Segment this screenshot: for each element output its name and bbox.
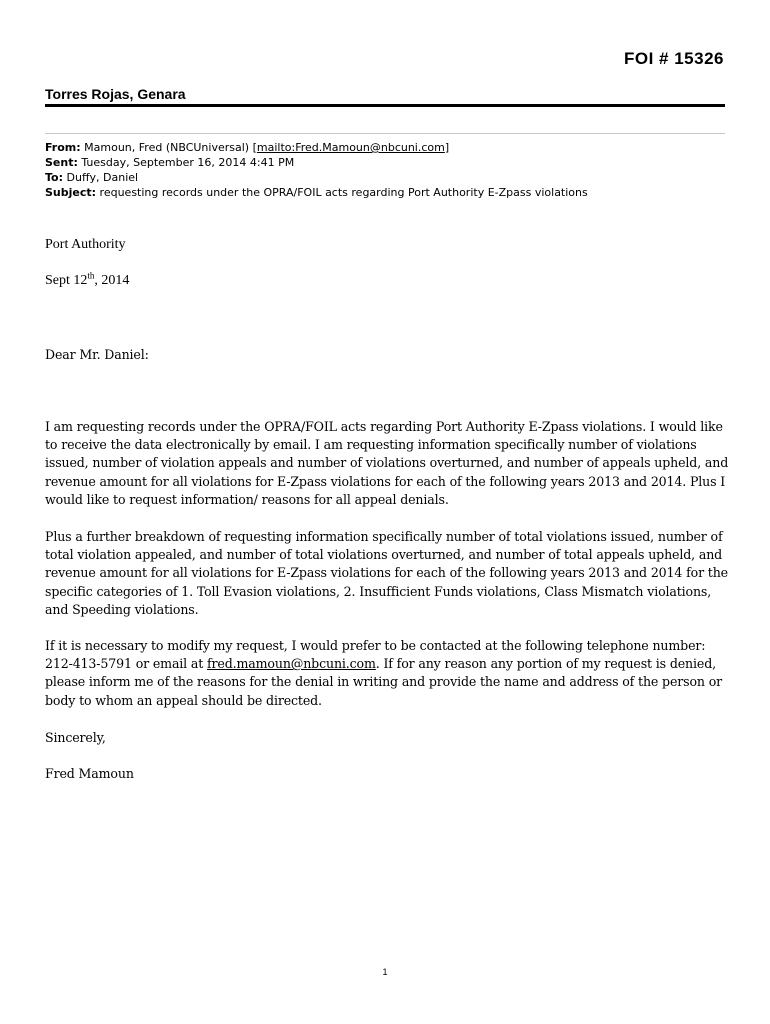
to-row (45, 170, 735, 185)
signature: Fred Mamoun (45, 766, 134, 781)
from-row (45, 140, 735, 155)
subject-label: Subject: (45, 186, 97, 199)
from-close: ] (444, 141, 450, 154)
document-owner: Torres Rojas, Genara (45, 86, 186, 102)
date-suffix-sup: th (87, 270, 95, 281)
email-link[interactable]: fred.mamoun@nbcuni.com (207, 656, 376, 672)
closing: Sincerely, (45, 730, 106, 745)
from-label: From: (45, 141, 81, 154)
to-label: To: (45, 171, 63, 184)
from-name: Mamoun, Fred (NBCUniversal) [ (84, 141, 257, 154)
sent-row (45, 155, 735, 170)
foi-number: FOI # 15326 (623, 49, 724, 68)
letter-body (45, 418, 735, 509)
from-mailto-link[interactable]: mailto:Fred.Mamoun@nbcuni.com (256, 141, 445, 154)
sent-value: Tuesday, September 16, 2014 4:41 PM (81, 156, 295, 169)
subject-row (45, 185, 735, 200)
paragraph-2: Plus a further breakdown of requesting information specifically number of total violations issued, number of total violation appealed, and number of total violations overturned, and number of total appeals upheld, and revenue amount for all violations for E-Zpass violations for each of the following years 2013 and 2014 for the specific categories of 1. Toll Evasion violations, 2. Insufficient Funds violations, Class Mismatch violations, and Speeding violations. (45, 529, 728, 617)
paragraph-3 (45, 637, 735, 710)
header-divider (45, 104, 725, 107)
to-value: Duffy, Daniel (66, 171, 139, 184)
sent-label: Sent: (45, 156, 78, 169)
salutation: Dear Mr. Daniel: (45, 347, 149, 362)
page-number: 1 (382, 967, 388, 977)
letter-body-3 (45, 637, 735, 710)
paragraph-3-end: . If for any reason any portion of my request is denied, please inform me of the reasons for the denial in writing and provide the name and address of the person or body to whom an appeal should be directed. (45, 656, 723, 708)
letter-body-2 (45, 528, 735, 619)
paragraph-1: I am requesting records under the OPRA/FOIL acts regarding Port Authority E-Zpass violations. I would like to receive the data electronically by email. I am requesting information specifically number of violations issued, number of violation appeals and number of violations overturned, and number of appeals upheld, and revenue amount for all violations for E-Zpass violations for each of the following years 2013 and 2014. Plus I would like to request information/ reasons for all appeal denials. (45, 419, 729, 507)
subject-value: requesting records under the OPRA/FOIL acts regarding Port Authority E-Zpass violations (99, 186, 588, 199)
letter-recipient: Port Authority (45, 237, 126, 252)
paragraph-3-start: If it is necessary to modify my request, I would prefer to be contacted at the following telephone number: 212-413-5791 or email at (45, 638, 706, 672)
letter-date (45, 270, 735, 289)
email-headers (45, 140, 735, 200)
date-prefix: Sept 12 (45, 273, 88, 288)
email-divider (45, 133, 725, 134)
date-year: , 2014 (94, 273, 130, 288)
